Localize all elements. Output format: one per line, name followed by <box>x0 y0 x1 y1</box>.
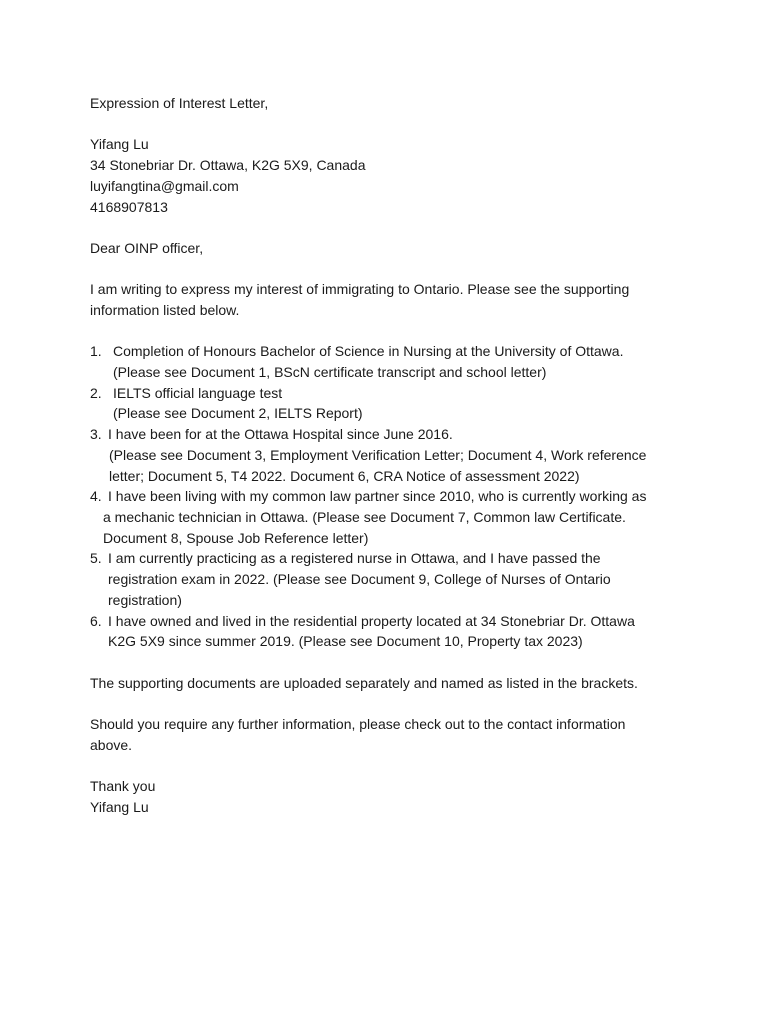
sender-phone: 4168907813 <box>90 198 168 215</box>
list-item-text: letter; Document 5, T4 2022. Document 6, CRA Notice of assessment 2022) <box>109 467 580 484</box>
list-item-text: a mechanic technician in Ottawa. (Please see Document 7, Common law Certificate. <box>103 509 626 525</box>
list-item-text: IELTS official language test <box>113 384 283 401</box>
contact-paragraph <box>90 714 690 755</box>
list-item-number: 6. <box>90 612 102 629</box>
list-item-text: (Please see Document 2, IELTS Report) <box>113 405 363 422</box>
list-item-text: I have owned and lived in the residential property located at 34 Stonebriar Dr. Ottawa <box>108 612 635 629</box>
intro-paragraph <box>90 279 690 320</box>
list-item-text: registration exam in 2022. (Please see Document 9, College of Nurses of Ontario <box>108 571 611 588</box>
list-item-number: 2. <box>90 384 102 401</box>
letter-body <box>90 93 690 818</box>
intro-line: I am writing to express my interest of immigrating to Ontario. Please see the supporting <box>90 281 630 298</box>
spacer <box>90 217 690 238</box>
list-item <box>90 383 690 424</box>
contact-line: Should you require any further information, please check out to the contact information <box>90 716 626 732</box>
list-item-text: (Please see Document 1, BScN certificate transcript and school letter) <box>113 364 547 381</box>
spacer <box>90 652 690 673</box>
list-item-text: registration) <box>108 591 182 608</box>
spacer <box>90 114 690 135</box>
list-item <box>90 486 690 548</box>
sender-name: Yifang Lu <box>90 136 149 153</box>
list-item <box>90 548 690 610</box>
list-item-text: I have been for at the Ottawa Hospital since June 2016. <box>108 426 453 443</box>
salutation: Dear OINP officer, <box>90 239 204 256</box>
list-item <box>90 611 690 652</box>
list-item-text: Document 8, Spouse Job Reference letter) <box>103 529 369 546</box>
sender-address: 34 Stonebriar Dr. Ottawa, K2G 5X9, Canada <box>90 157 366 174</box>
spacer <box>90 755 690 776</box>
list-item-number: 1. <box>90 343 102 360</box>
spacer <box>90 321 690 342</box>
contact-line: above. <box>90 736 133 753</box>
list-item-text: (Please see Document 3, Employment Verification Letter; Document 4, Work reference <box>109 446 647 463</box>
list-item-number: 3. <box>90 426 102 443</box>
list-item-number: 5. <box>90 550 102 567</box>
sender-email: luyifangtina@gmail.com <box>90 177 239 194</box>
list-item <box>90 424 690 486</box>
letter-heading: Expression of Interest Letter, <box>90 95 269 111</box>
spacer <box>90 693 690 714</box>
list-item-text: Completion of Honours Bachelor of Science in Nursing at the University of Ottawa. <box>113 343 624 360</box>
list-item-text: I have been living with my common law partner since 2010, who is currently working as <box>108 488 647 505</box>
list-item-text: I am currently practicing as a registered nurse in Ottawa, and I have passed the <box>108 550 601 567</box>
spacer <box>90 259 690 280</box>
supporting-note: The supporting documents are uploaded separately and named as listed in the brackets. <box>90 674 638 691</box>
list-item <box>90 341 690 382</box>
intro-line: information listed below. <box>90 301 240 318</box>
list-item-number: 4. <box>90 488 102 505</box>
list-item-text: K2G 5X9 since summer 2019. (Please see Document 10, Property tax 2023) <box>108 633 583 650</box>
supporting-list <box>90 341 690 652</box>
signature: Yifang Lu <box>90 798 149 815</box>
sender-block <box>90 134 690 217</box>
closing: Thank you <box>90 778 156 795</box>
